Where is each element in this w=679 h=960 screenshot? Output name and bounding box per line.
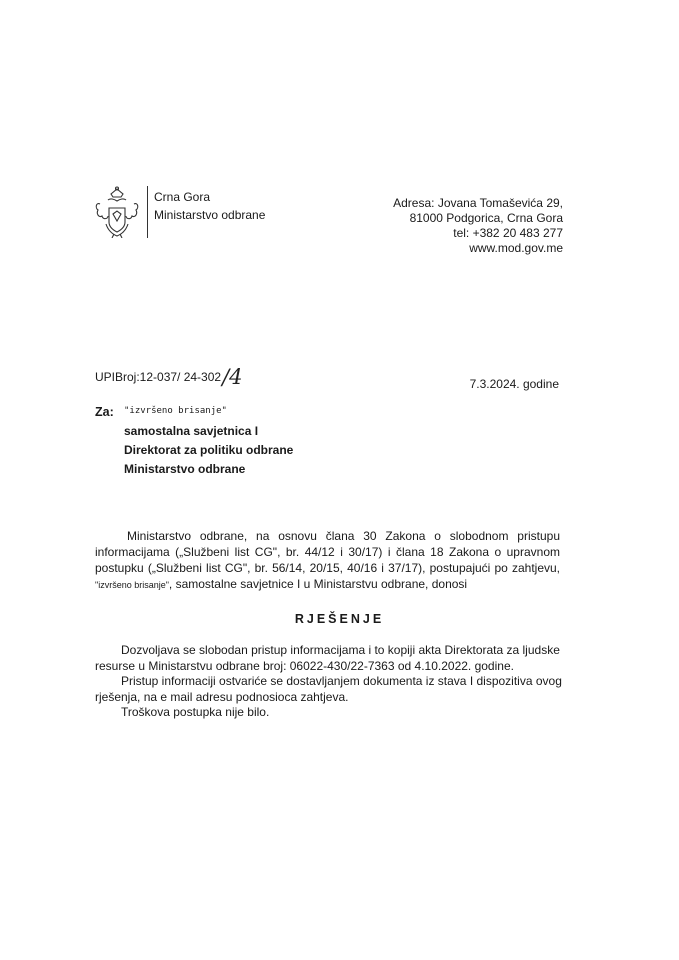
website-link[interactable]: www.mod.gov.me bbox=[469, 241, 563, 255]
handwritten-suffix: /4 bbox=[222, 365, 243, 389]
recipient-label: Za: bbox=[95, 405, 114, 419]
intro-paragraph bbox=[95, 528, 560, 593]
phone-number: tel: +382 20 483 277 bbox=[453, 226, 563, 240]
decision-paragraph-3: Troškova postupka nije bilo. bbox=[121, 705, 270, 719]
address-line-1: Adresa: Jovana Tomaševića 29, bbox=[393, 196, 563, 210]
reference-number bbox=[95, 365, 243, 389]
address-line-2: 81000 Podgorica, Crna Gora bbox=[409, 211, 563, 225]
intro-text-end: , samostalne savjetnice I u Ministarstvu odbrane, donosi bbox=[168, 577, 468, 591]
recipient-title: samostalna savjetnica I bbox=[124, 424, 259, 438]
recipient-ministry: Ministarstvo odbrane bbox=[124, 462, 246, 476]
decision-paragraph-2: Pristup informaciji ostvariće se dostavljanjem dokumenta iz stava I dispozitiva ovog rješenja, na e mail adresu podnosioca zahtjeva. bbox=[95, 674, 562, 704]
decision-title: RJEŠENJE bbox=[294, 612, 385, 626]
intro-text: Ministarstvo odbrane, na osnovu člana 30 Zakona o slobodnom pristupu informacijama („Službeni list CG", br. 44/12 i 30/17) i člana 18 Zakona o upravnom postupku („Službeni list CG", br. 56/14, 20/15, 40/16 i 37/17), postupajući po zahtjevu, bbox=[95, 529, 560, 575]
organization-block bbox=[154, 188, 265, 224]
address-block bbox=[393, 196, 563, 256]
requester-name-redacted: "izvršeno brisanje" bbox=[95, 580, 169, 590]
document-date: 7.3.2024. godine bbox=[469, 377, 559, 391]
country-name: Crna Gora bbox=[154, 190, 211, 204]
coat-of-arms-icon bbox=[94, 186, 140, 238]
reference-number-text: UPIBroj:12-037/ 24-302 bbox=[95, 370, 222, 384]
recipient-directorate: Direktorat za politiku odbrane bbox=[124, 443, 294, 457]
letterhead-divider bbox=[147, 186, 148, 238]
recipient-name-redacted: "izvršeno brisanje" bbox=[124, 406, 227, 416]
decision-body bbox=[95, 643, 567, 721]
decision-paragraph-1: Dozvoljava se slobodan pristup informacijama i to kopiji akta Direktorata za ljudske resurse u Ministarstvu odbrane broj: 06022-430/22-7363 od 4.10.2022. godine. bbox=[95, 643, 560, 673]
recipient-block bbox=[124, 422, 293, 479]
ministry-name: Ministarstvo odbrane bbox=[154, 208, 266, 222]
